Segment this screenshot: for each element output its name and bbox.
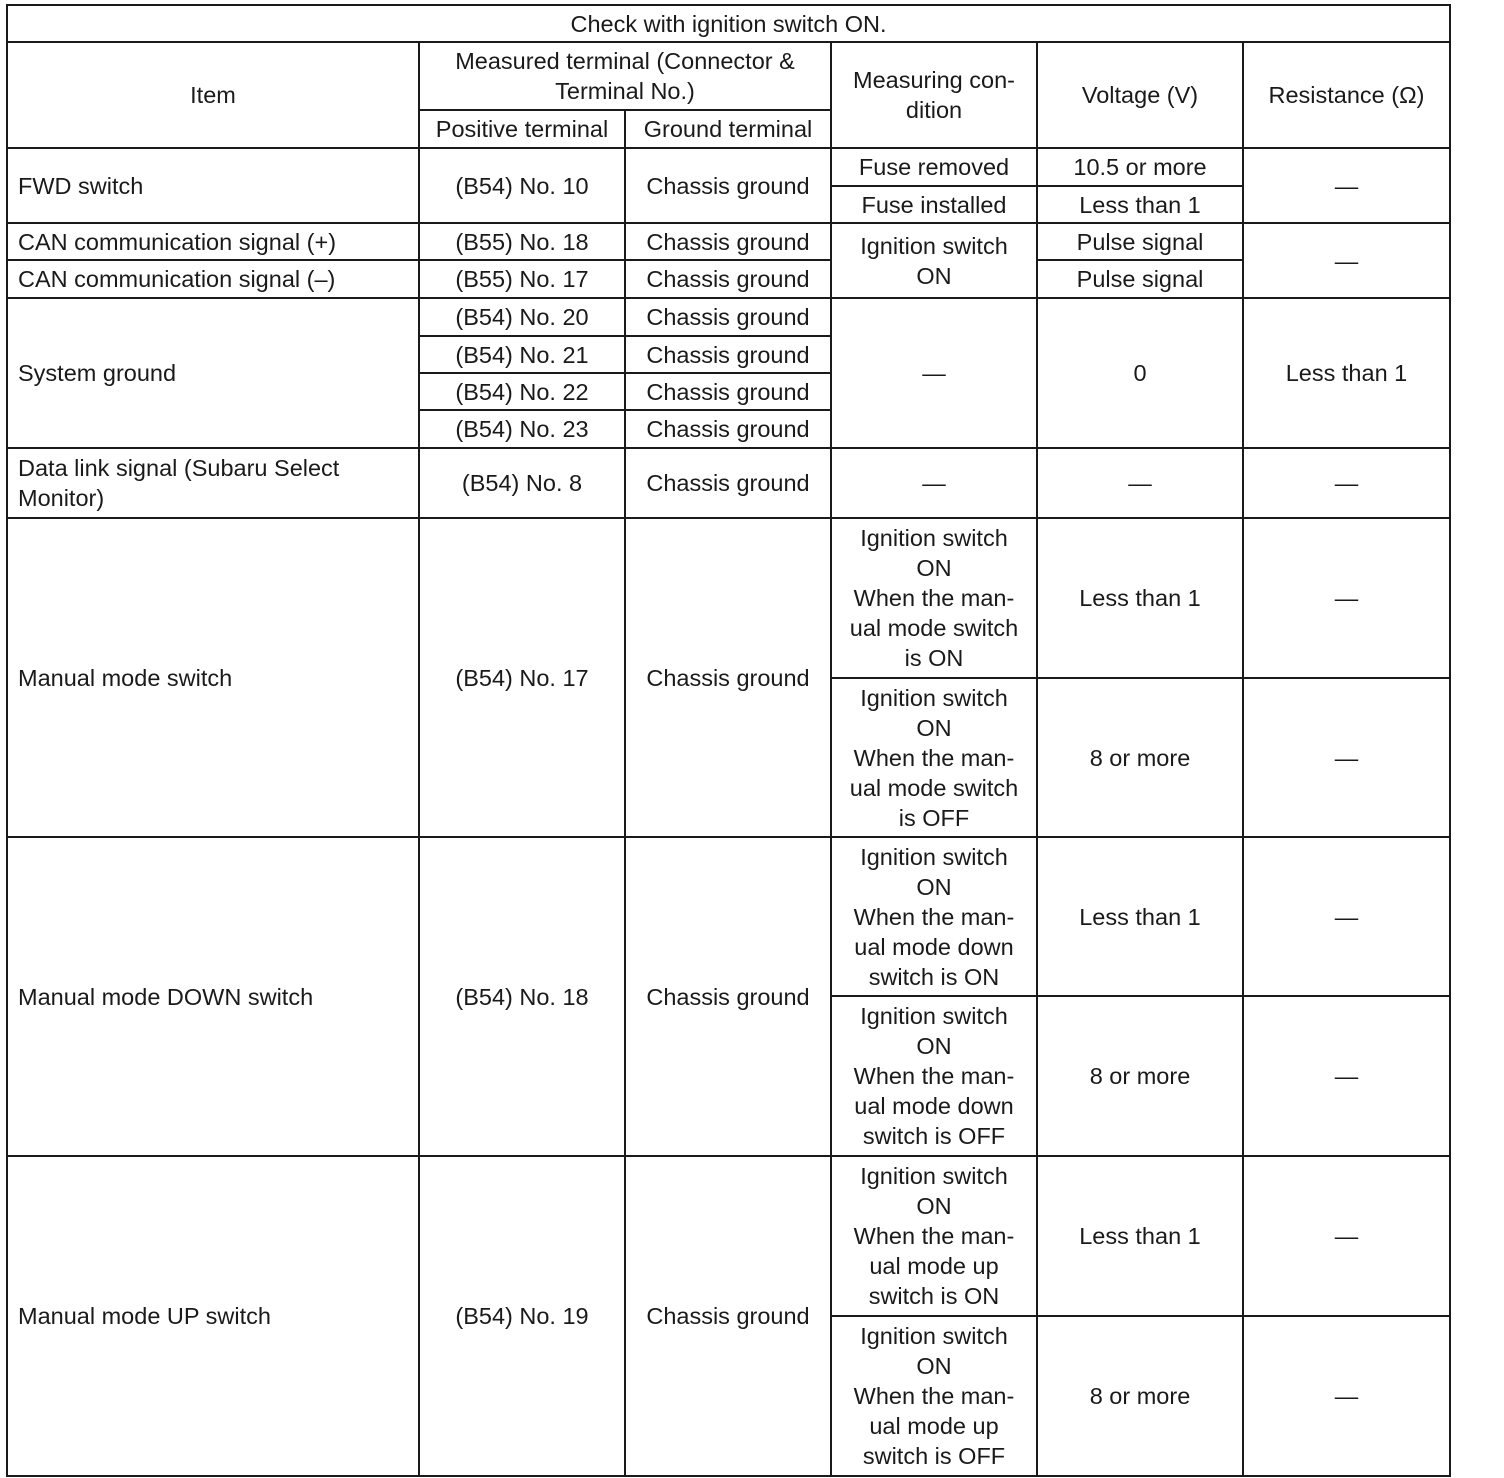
ground-terminal: Chassis ground [625,448,831,518]
voltage-value: 0 [1037,298,1243,448]
header-positive-terminal: Positive terminal [419,110,625,148]
resistance-value: — [1243,223,1450,298]
measuring-condition: Fuse removed [831,148,1037,186]
voltage-value: Pulse signal [1037,223,1243,260]
header-measured-terminal: Measured terminal (Connector & Terminal No.) [419,42,831,110]
table-row [7,223,1450,260]
positive-terminal: (B54) No. 19 [419,1156,625,1476]
ground-terminal: Chassis ground [625,223,831,260]
inspection-table [6,4,1451,1477]
header-measuring-condition: Measuring con- dition [831,42,1037,148]
measuring-condition: Ignition switch ON [831,223,1037,298]
item-data-link: Data link signal (Subaru Select Monitor) [7,448,419,518]
voltage-value: 8 or more [1037,678,1243,837]
positive-terminal: (B54) No. 8 [419,448,625,518]
ground-terminal: Chassis ground [625,336,831,373]
voltage-value: Less than 1 [1037,186,1243,223]
measuring-condition: Ignition switch ON When the man- ual mode up switch is ON [831,1156,1037,1316]
header-item: Item [7,42,419,148]
measuring-condition: Ignition switch ON When the man- ual mode switch is ON [831,518,1037,678]
measuring-condition: — [831,298,1037,448]
resistance-value: — [1243,837,1450,996]
header-resistance: Resistance (Ω) [1243,42,1450,148]
ground-terminal: Chassis ground [625,518,831,837]
positive-terminal: (B54) No. 21 [419,336,625,373]
item-manual-mode: Manual mode switch [7,518,419,837]
title-row [7,5,1450,42]
positive-terminal: (B54) No. 20 [419,298,625,336]
positive-terminal: (B54) No. 23 [419,410,625,448]
voltage-value: 8 or more [1037,996,1243,1156]
resistance-value: — [1243,148,1450,223]
measuring-condition: Ignition switch ON When the man- ual mode down switch is ON [831,837,1037,996]
positive-terminal: (B54) No. 10 [419,148,625,223]
measuring-condition: — [831,448,1037,518]
table-row [7,298,1450,336]
header-row [7,42,1450,110]
item-manual-up: Manual mode UP switch [7,1156,419,1476]
ground-terminal: Chassis ground [625,148,831,223]
positive-terminal: (B55) No. 18 [419,223,625,260]
table-row [7,518,1450,678]
voltage-value: — [1037,448,1243,518]
item-manual-down: Manual mode DOWN switch [7,837,419,1156]
positive-terminal: (B55) No. 17 [419,260,625,298]
measuring-condition: Ignition switch ON When the man- ual mode down switch is OFF [831,996,1037,1156]
ground-terminal: Chassis ground [625,837,831,1156]
resistance-value: — [1243,678,1450,837]
header-voltage: Voltage (V) [1037,42,1243,148]
ground-terminal: Chassis ground [625,410,831,448]
item-can-plus: CAN communication signal (+) [7,223,419,260]
table-row [7,837,1450,996]
ground-terminal: Chassis ground [625,298,831,336]
table-row [7,260,1450,298]
voltage-value: 8 or more [1037,1316,1243,1476]
voltage-value: 10.5 or more [1037,148,1243,186]
positive-terminal: (B54) No. 17 [419,518,625,837]
ground-terminal: Chassis ground [625,373,831,410]
item-fwd-switch: FWD switch [7,148,419,223]
item-can-minus: CAN communication signal (–) [7,260,419,298]
voltage-value: Less than 1 [1037,837,1243,996]
positive-terminal: (B54) No. 18 [419,837,625,1156]
item-system-ground: System ground [7,298,419,448]
resistance-value: — [1243,996,1450,1156]
voltage-value: Less than 1 [1037,518,1243,678]
measuring-condition: Ignition switch ON When the man- ual mode switch is OFF [831,678,1037,837]
voltage-value: Less than 1 [1037,1156,1243,1316]
resistance-value: — [1243,1316,1450,1476]
table-title: Check with ignition switch ON. [7,5,1450,42]
table-row [7,1156,1450,1316]
resistance-value: Less than 1 [1243,298,1450,448]
table-row [7,148,1450,186]
measuring-condition: Ignition switch ON When the man- ual mode up switch is OFF [831,1316,1037,1476]
resistance-value: — [1243,518,1450,678]
measuring-condition: Fuse installed [831,186,1037,223]
table-row [7,448,1450,518]
resistance-value: — [1243,1156,1450,1316]
resistance-value: — [1243,448,1450,518]
voltage-value: Pulse signal [1037,260,1243,298]
ground-terminal: Chassis ground [625,1156,831,1476]
positive-terminal: (B54) No. 22 [419,373,625,410]
ground-terminal: Chassis ground [625,260,831,298]
header-ground-terminal: Ground terminal [625,110,831,148]
